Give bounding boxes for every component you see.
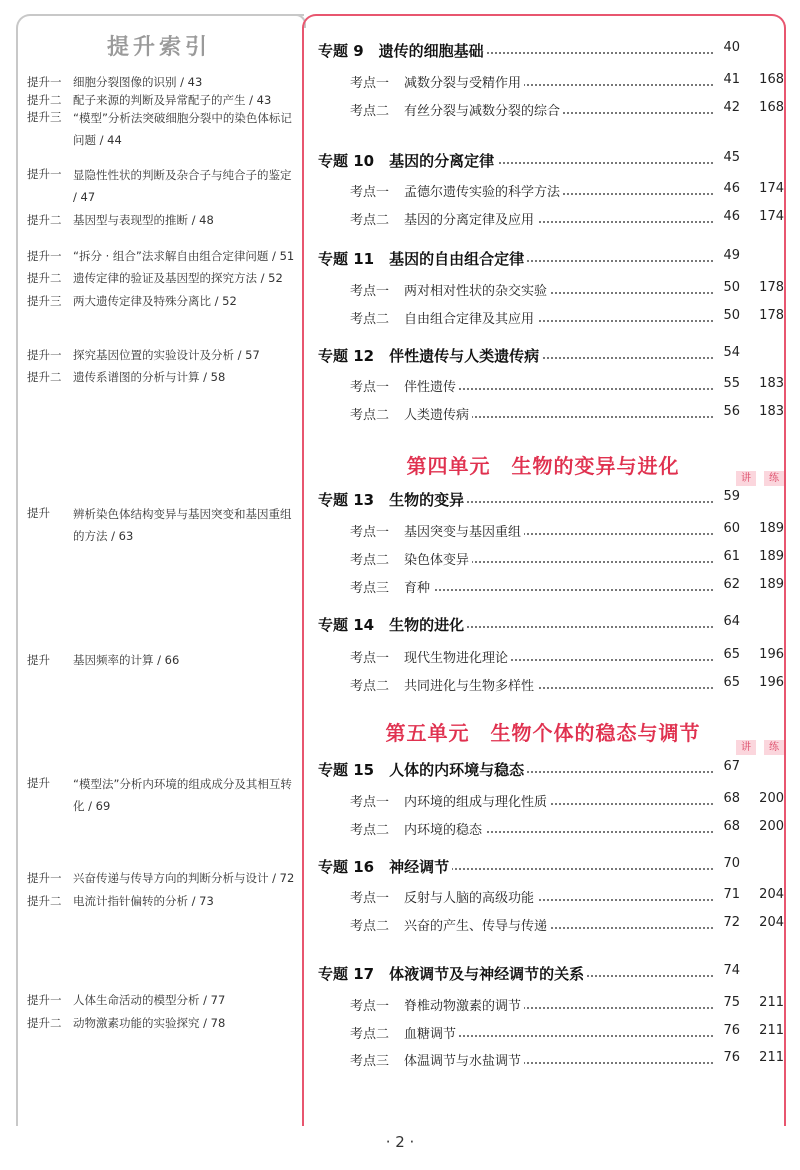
page-ref-lecture: 55 — [714, 376, 740, 391]
point-title-text: 伴性遗传 — [404, 380, 457, 395]
index-item-label: 提升二 — [27, 213, 62, 227]
tag-lian[interactable]: 练 — [764, 471, 784, 486]
page-ref-lecture: 49 — [714, 248, 740, 263]
index-item-text: 辨析染色体结构变异与基因突变和基因重组的方法 / 63 — [73, 507, 292, 543]
page-ref-lecture: 72 — [714, 915, 740, 930]
page-ref-practice: 183 — [759, 404, 784, 419]
point-title-text: 育种 — [404, 581, 431, 596]
toc-point-title — [350, 819, 485, 838]
index-item[interactable] — [27, 210, 299, 230]
toc-topic-title: 专题 10 基因的分离定律 — [318, 150, 497, 171]
index-item-text: 人体生命活动的模型分析 / 77 — [73, 993, 226, 1007]
toc-point-title — [350, 72, 524, 91]
point-title-text: 内环境的组成与理化性质 — [404, 795, 548, 810]
toc-topic-title: 专题 12 伴性遗传与人类遗传病 — [318, 345, 542, 366]
index-item-label: 提升二 — [27, 894, 62, 908]
index-item-label: 提升一 — [27, 871, 62, 885]
point-title-text: 脊椎动物激素的调节 — [404, 999, 522, 1014]
toc-point-row[interactable] — [318, 915, 784, 935]
toc-point-title — [350, 995, 524, 1014]
toc-topic-row[interactable] — [318, 150, 784, 170]
page-ref-practice: 200 — [759, 819, 784, 834]
index-item-label: 提升一 — [27, 249, 62, 263]
page-ref-lecture: 76 — [714, 1050, 740, 1065]
point-title-text: 体温调节与水盐调节 — [404, 1054, 522, 1069]
index-item[interactable] — [27, 1013, 299, 1033]
index-item-text: 兴奋传递与传导方向的判断分析与设计 / 72 — [73, 871, 295, 885]
page-ref-lecture: 75 — [714, 995, 740, 1010]
point-label: 考点二 — [350, 919, 390, 934]
page-ref-lecture: 74 — [714, 963, 740, 978]
toc-point-row[interactable] — [318, 72, 784, 92]
toc-topic-row[interactable] — [318, 489, 784, 509]
page-ref-practice: 178 — [759, 280, 784, 295]
page-ref-practice: 196 — [759, 647, 784, 662]
point-label: 考点一 — [350, 284, 390, 299]
index-item-text: 遗传系谱图的分析与计算 / 58 — [73, 370, 226, 384]
page-ref-lecture: 65 — [714, 647, 740, 662]
toc-point-title — [350, 577, 433, 596]
toc-topic-title: 专题 15 人体的内环境与稳态 — [318, 759, 527, 780]
tag-jiang[interactable]: 讲 — [736, 740, 756, 755]
index-item[interactable] — [27, 503, 299, 547]
page-ref-practice: 178 — [759, 308, 784, 323]
point-title-text: 减数分裂与受精作用 — [404, 76, 522, 91]
index-item-label: 提升一 — [27, 75, 62, 89]
index-item-label: 提升三 — [27, 110, 62, 124]
index-item-label: 提升二 — [27, 271, 62, 285]
toc-point-row[interactable] — [318, 577, 784, 597]
toc-point-row[interactable] — [318, 404, 784, 424]
point-title-text: 兴奋的产生、传导与传递 — [404, 919, 548, 934]
index-item[interactable] — [27, 107, 299, 151]
page-ref-practice: 196 — [759, 675, 784, 690]
toc-point-title — [350, 280, 550, 299]
page-ref-practice: 174 — [759, 209, 784, 224]
index-item-label: 提升 — [27, 506, 50, 520]
toc-point-title — [350, 209, 537, 228]
index-item[interactable] — [27, 268, 299, 288]
point-label: 考点二 — [350, 408, 390, 423]
point-title-text: 自由组合定律及其应用 — [404, 312, 535, 327]
point-label: 考点二 — [350, 823, 390, 838]
index-item-text: “模型”分析法突破细胞分裂中的染色体标记问题 / 44 — [73, 111, 292, 147]
page-ref-practice: 204 — [759, 915, 784, 930]
toc-point-title — [350, 675, 537, 694]
toc-topic-title: 专题 11 基因的自由组合定律 — [318, 248, 527, 269]
point-label: 考点一 — [350, 76, 390, 91]
index-item-text: 配子来源的判断及异常配子的产生 / 43 — [73, 93, 272, 107]
toc-point-title — [350, 376, 459, 395]
index-item-label: 提升一 — [27, 348, 62, 362]
page-number: · 2 · — [385, 1133, 415, 1151]
toc-point-title — [350, 647, 511, 666]
toc-point-row[interactable] — [318, 376, 784, 396]
toc-point-row[interactable] — [318, 1050, 784, 1070]
toc-topic-title: 专题 9 遗传的细胞基础 — [318, 40, 487, 61]
index-item-label: 提升二 — [27, 1016, 62, 1030]
index-item[interactable] — [27, 164, 299, 208]
page-ref-lecture: 46 — [714, 209, 740, 224]
toc-point-row[interactable] — [318, 647, 784, 667]
point-title-text: 有丝分裂与减数分裂的综合 — [404, 104, 561, 119]
point-label: 考点二 — [350, 553, 390, 568]
toc-point-row[interactable] — [318, 819, 784, 839]
point-label: 考点二 — [350, 104, 390, 119]
point-title-text: 共同进化与生物多样性 — [404, 679, 535, 694]
point-label: 考点一 — [350, 651, 390, 666]
toc-point-title — [350, 181, 563, 200]
index-item[interactable] — [27, 868, 299, 888]
point-title-text: 内环境的稳态 — [404, 823, 483, 838]
toc-point-title — [350, 1023, 459, 1042]
toc-point-row[interactable] — [318, 280, 784, 300]
toc-point-row[interactable] — [318, 209, 784, 229]
page-ref-practice: 183 — [759, 376, 784, 391]
index-item-label: 提升 — [27, 653, 50, 667]
point-title-text: 现代生物进化理论 — [404, 651, 509, 666]
point-label: 考点一 — [350, 891, 390, 906]
page-ref-lecture: 46 — [714, 181, 740, 196]
page-ref-lecture: 76 — [714, 1023, 740, 1038]
point-title-text: 血糖调节 — [404, 1027, 457, 1042]
page-ref-lecture: 65 — [714, 675, 740, 690]
toc-point-row[interactable] — [318, 675, 784, 695]
toc-point-row[interactable] — [318, 1023, 784, 1043]
point-title-text: 反射与人脑的高级功能 — [404, 891, 535, 906]
index-item-label: 提升二 — [27, 93, 62, 107]
index-title: 提升索引 — [106, 35, 211, 60]
page-ref-lecture: 61 — [714, 549, 740, 564]
toc-point-title — [350, 100, 563, 119]
toc-point-row[interactable] — [318, 181, 784, 201]
point-label: 考点一 — [350, 185, 390, 200]
page-ref-lecture: 54 — [714, 345, 740, 360]
point-title-text: 孟德尔遗传实验的科学方法 — [404, 185, 561, 200]
toc-topic-row[interactable] — [318, 759, 784, 779]
unit-heading-5: 第五单元 生物个体的稳态与调节 — [385, 721, 701, 745]
toc-point-row[interactable] — [318, 995, 784, 1015]
page-ref-practice: 204 — [759, 887, 784, 902]
toc-topic-row[interactable] — [318, 856, 784, 876]
toc-point-title — [350, 404, 472, 423]
page-ref-lecture: 50 — [714, 308, 740, 323]
point-label: 考点一 — [350, 380, 390, 395]
index-item-text: “模型法”分析内环境的组成成分及其相互转化 / 69 — [73, 777, 292, 813]
toc-topic-row[interactable] — [318, 248, 784, 268]
toc-point-row[interactable] — [318, 887, 784, 907]
index-item[interactable] — [27, 990, 299, 1010]
index-item-label: 提升二 — [27, 370, 62, 384]
page-ref-practice: 189 — [759, 549, 784, 564]
toc-topic-title: 专题 14 生物的进化 — [318, 614, 467, 635]
page-ref-lecture: 71 — [714, 887, 740, 902]
index-item-text: 显隐性性状的判断及杂合子与纯合子的鉴定 / 47 — [73, 168, 292, 204]
point-title-text: 基因突变与基因重组 — [404, 525, 522, 540]
page-ref-practice: 189 — [759, 521, 784, 536]
toc-topic-title: 专题 17 体液调节及与神经调节的关系 — [318, 963, 587, 984]
index-item-text: 电流计指针偏转的分析 / 73 — [73, 894, 214, 908]
page-ref-practice: 211 — [759, 995, 784, 1010]
index-item-text: “拆分 · 组合”法求解自由组合定律问题 / 51 — [73, 249, 295, 263]
index-item[interactable] — [27, 246, 299, 266]
unit-heading-4: 第四单元 生物的变异与进化 — [406, 454, 680, 478]
toc-point-row[interactable] — [318, 308, 784, 328]
page-ref-lecture: 56 — [714, 404, 740, 419]
index-item-label: 提升 — [27, 776, 50, 790]
toc-topic-row[interactable] — [318, 345, 784, 365]
page-ref-practice: 189 — [759, 577, 784, 592]
toc-point-title — [350, 1050, 524, 1069]
index-item-text: 遗传定律的验证及基因型的探究方法 / 52 — [73, 271, 283, 285]
index-item-text: 动物激素功能的实验探究 / 78 — [73, 1016, 226, 1030]
point-label: 考点二 — [350, 1027, 390, 1042]
page-ref-lecture: 68 — [714, 819, 740, 834]
index-item-label: 提升三 — [27, 294, 62, 308]
index-item[interactable] — [27, 345, 299, 365]
index-item[interactable] — [27, 291, 299, 311]
point-title-text: 染色体变异 — [404, 553, 470, 568]
page-ref-lecture: 50 — [714, 280, 740, 295]
toc-point-title — [350, 308, 537, 327]
point-title-text: 两对相对性状的杂交实验 — [404, 284, 548, 299]
page-ref-practice: 168 — [759, 100, 784, 115]
page-ref-lecture: 59 — [714, 489, 740, 504]
page-ref-practice: 174 — [759, 181, 784, 196]
page-ref-practice: 200 — [759, 791, 784, 806]
index-item[interactable] — [27, 72, 299, 92]
toc-point-row[interactable] — [318, 549, 784, 569]
index-item-text: 基因频率的计算 / 66 — [73, 653, 180, 667]
point-label: 考点三 — [350, 1054, 390, 1069]
page-ref-lecture: 64 — [714, 614, 740, 629]
toc-point-row[interactable] — [318, 521, 784, 541]
index-item-text: 细胞分裂图像的识别 / 43 — [73, 75, 203, 89]
point-label: 考点一 — [350, 525, 390, 540]
point-label: 考点二 — [350, 213, 390, 228]
page-ref-lecture: 62 — [714, 577, 740, 592]
toc-point-title — [350, 791, 550, 810]
page-ref-lecture: 67 — [714, 759, 740, 774]
toc-topic-title: 专题 16 神经调节 — [318, 856, 452, 877]
toc-point-title — [350, 887, 537, 906]
page-ref-practice: 211 — [759, 1050, 784, 1065]
page-ref-practice: 168 — [759, 72, 784, 87]
index-item[interactable] — [27, 773, 299, 817]
page-ref-practice: 211 — [759, 1023, 784, 1038]
point-title-text: 基因的分离定律及应用 — [404, 213, 535, 228]
point-title-text: 人类遗传病 — [404, 408, 470, 423]
point-label: 考点二 — [350, 312, 390, 327]
point-label: 考点三 — [350, 581, 390, 596]
tag-jiang[interactable]: 讲 — [736, 471, 756, 486]
toc-topic-row[interactable] — [318, 40, 784, 60]
index-item-text: 两大遗传定律及特殊分离比 / 52 — [73, 294, 237, 308]
index-item[interactable] — [27, 650, 299, 670]
point-label: 考点一 — [350, 795, 390, 810]
toc-point-title — [350, 549, 472, 568]
toc-topic-title: 专题 13 生物的变异 — [318, 489, 467, 510]
tag-lian[interactable]: 练 — [764, 740, 784, 755]
point-label: 考点二 — [350, 679, 390, 694]
toc-point-title — [350, 521, 524, 540]
point-label: 考点一 — [350, 999, 390, 1014]
toc-point-title — [350, 915, 550, 934]
page-ref-lecture: 68 — [714, 791, 740, 806]
page-ref-lecture: 42 — [714, 100, 740, 115]
index-item-label: 提升一 — [27, 993, 62, 1007]
index-item[interactable] — [27, 367, 299, 387]
page-ref-lecture: 70 — [714, 856, 740, 871]
page-ref-lecture: 45 — [714, 150, 740, 165]
page-ref-lecture: 41 — [714, 72, 740, 87]
toc-topic-row[interactable] — [318, 614, 784, 634]
toc-topic-row[interactable] — [318, 963, 784, 983]
toc-point-row[interactable] — [318, 791, 784, 811]
index-item[interactable] — [27, 891, 299, 911]
page-ref-lecture: 60 — [714, 521, 740, 536]
index-item-text: 基因型与表现型的推断 / 48 — [73, 213, 214, 227]
page-ref-lecture: 40 — [714, 40, 740, 55]
index-item-text: 探究基因位置的实验设计及分析 / 57 — [73, 348, 260, 362]
index-item-label: 提升一 — [27, 167, 62, 181]
toc-point-row[interactable] — [318, 100, 784, 120]
